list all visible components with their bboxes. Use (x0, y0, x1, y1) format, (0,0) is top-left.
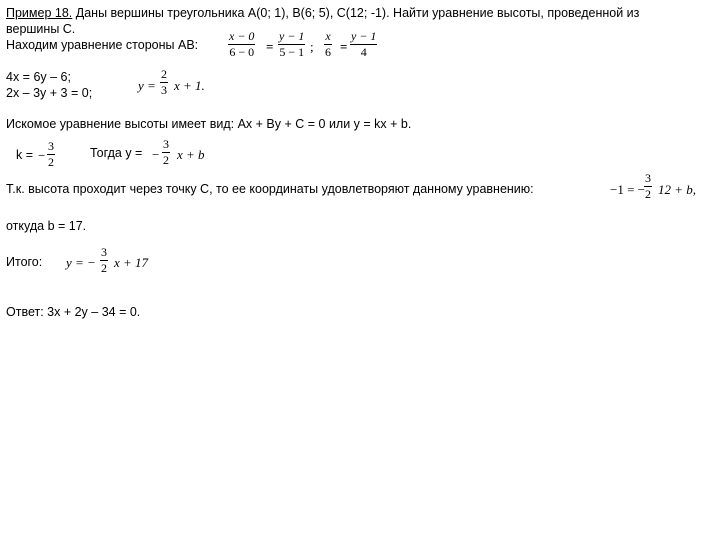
find-side-label: Находим уравнение стороны AB: (6, 38, 199, 52)
then-label: Тогда y = (90, 146, 143, 160)
fraction: x 6 (325, 29, 331, 59)
total-equation: y = − 3 2 x + 17 (66, 245, 149, 275)
fraction: 3 2 (645, 171, 651, 201)
point-c-text: Т.к. высота проходит через точку C, то ее координаты удовлетворяют данному уравнению: (6, 182, 534, 196)
equals-sign: = (266, 39, 274, 54)
step-line-1: 4x = 6y – 6; (6, 70, 71, 84)
k-label: k = (16, 148, 34, 162)
slope-equation: y = 2 3 x + 1. (138, 67, 205, 97)
fraction: 3 2 (101, 245, 107, 275)
fraction: 2 3 (161, 67, 167, 97)
side-ab-equation (228, 30, 388, 64)
total-label: Итого: (6, 255, 43, 269)
problem-title: Пример 18. (6, 6, 73, 20)
problem-title-line (6, 6, 639, 21)
fraction: y − 1 5 − 1 (279, 29, 305, 59)
separator: ; (310, 39, 314, 54)
equals-sign: = (340, 39, 348, 54)
answer: Ответ: 3x + 2y – 34 = 0. (6, 305, 141, 319)
fraction: 3 2 (48, 139, 54, 169)
problem-statement-cont: вершины C. (6, 22, 76, 36)
then-equation: − 3 2 x + b (152, 137, 205, 167)
problem-statement: Даны вершины треугольника A(0; 1), B(6; 5), C(12; -1). Найти уравнение высоты, проведенной из (72, 6, 640, 20)
fraction: x − 0 6 − 0 (229, 29, 255, 59)
point-c-equation: −1 = − 3 2 12 + b, (610, 171, 697, 201)
step-line-2: 2x – 3y + 3 = 0; (6, 86, 93, 100)
b-result: откуда b = 17. (6, 219, 87, 233)
fraction: y − 1 4 (351, 29, 377, 59)
height-form-text: Искомое уравнение высоты имеет вид: Ax + By + C = 0 или y = kx + b. (6, 117, 412, 131)
fraction: 3 2 (163, 137, 169, 167)
k-value: − 3 2 (38, 139, 54, 169)
